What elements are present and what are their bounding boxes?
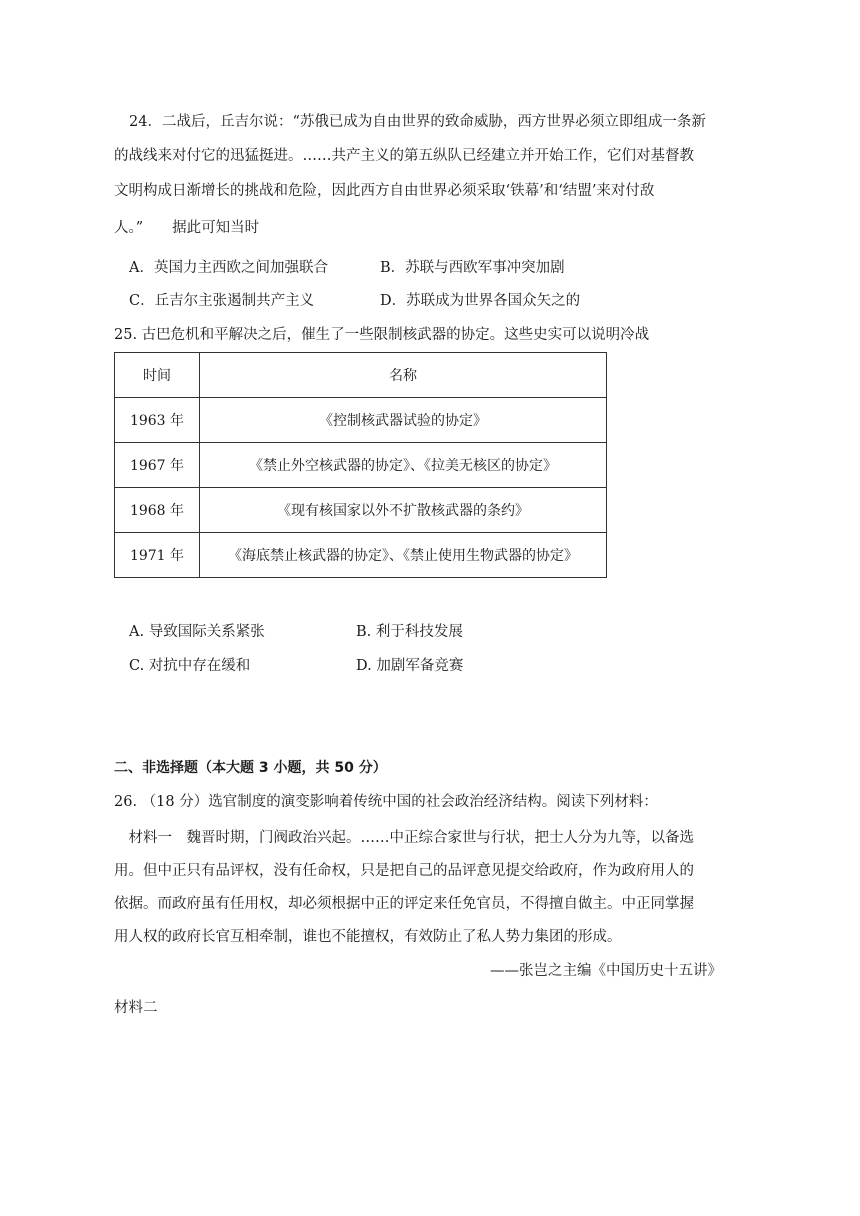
material1-line-1: 材料一 魏晋时期，门阀政治兴起。……中正综合家世与行状，把士人分为九等，以备选 (114, 830, 694, 846)
q24-option-a[interactable]: A．英国力主西欧之间加强联合 (129, 260, 328, 276)
material1-source: ——张岂之主编《中国历史十五讲》 (490, 963, 722, 979)
q25-option-a[interactable]: A. 导致国际关系紧张 (129, 624, 265, 640)
q25-stem: 25. 古巴危机和平解决之后，催生了一些限制核武器的协定。这些史实可以说明冷战 (114, 327, 650, 343)
table-cell-year: 1968 年 (115, 488, 200, 533)
table-cell-agreement: 《现有核国家以外不扩散核武器的条约》 (200, 488, 607, 533)
q24-line-3: 文明构成日渐增长的挑战和危险，因此西方自由世界必须采取‘铁幕’和‘结盟’来对付敌 (114, 183, 655, 199)
table-cell-year: 1967 年 (115, 443, 200, 488)
table-cell-year: 1963 年 (115, 398, 200, 443)
material1-line-2: 用。但中正只有品评权，没有任命权，只是把自己的品评意见提交给政府，作为政府用人的 (114, 863, 694, 879)
q24-option-d[interactable]: D．苏联成为世界各国众矢之的 (380, 293, 581, 309)
table-header-time: 时间 (115, 353, 200, 398)
table-cell-agreement: 《海底禁止核武器的协定》、《禁止使用生物武器的协定》 (200, 533, 607, 578)
material1-line-3: 依据。而政府虽有任用权，却必须根据中正的评定来任免官员，不得擅自做主。中正同掌握 (114, 896, 694, 912)
q25-option-d[interactable]: D. 加剧军备竞赛 (356, 658, 464, 674)
material2-label: 材料二 (114, 1000, 158, 1016)
table-row (115, 443, 607, 488)
table-header-name: 名称 (200, 353, 607, 398)
q24-option-c[interactable]: C．丘吉尔主张遏制共产主义 (129, 293, 315, 309)
table-row (115, 398, 607, 443)
table-cell-agreement: 《禁止外空核武器的协定》、《拉美无核区的协定》 (200, 443, 607, 488)
q25-option-b[interactable]: B. 利于科技发展 (356, 624, 463, 640)
q24-line-1: 24．二战后，丘吉尔说：“苏俄已成为自由世界的致命威胁，西方世界必须立即组成一条新 (129, 114, 706, 130)
table-header-row (115, 353, 607, 398)
q24-line-2: 的战线来对付它的迅猛挺进。……共产主义的第五纵队已经建立并开始工作，它们对基督教 (114, 148, 694, 164)
table-row (115, 488, 607, 533)
section-title: 二、非选择题（本大题 3 小题，共 50 分） (114, 760, 387, 776)
q25-table (114, 352, 607, 578)
table-row (115, 533, 607, 578)
q24-line-4: 人。” 据此可知当时 (114, 220, 260, 236)
table-cell-agreement: 《控制核武器试验的协定》 (200, 398, 607, 443)
q26-stem: 26. （18 分）选官制度的演变影响着传统中国的社会政治经济结构。阅读下列材料： (114, 794, 658, 810)
table-cell-year: 1971 年 (115, 533, 200, 578)
q25-option-c[interactable]: C. 对抗中存在缓和 (129, 658, 251, 674)
q24-option-b[interactable]: B．苏联与西欧军事冲突加剧 (380, 260, 565, 276)
material1-line-4: 用人权的政府长官互相牵制，谁也不能擅权，有效防止了私人势力集团的形成。 (114, 929, 622, 945)
